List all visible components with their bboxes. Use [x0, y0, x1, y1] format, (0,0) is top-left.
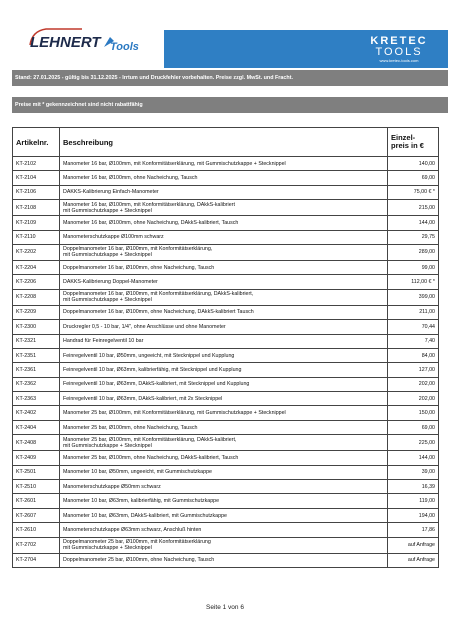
price-cell: 69,00: [388, 420, 439, 434]
price-cell: 225,00: [388, 435, 439, 451]
price-cell: 17,86: [388, 523, 439, 537]
article-cell: KT-2104: [13, 171, 60, 185]
description-cell: Manometer 16 bar, Ø100mm, mit Konformitätserklärung, mit Gummischutzkappe + Stecknippel: [60, 157, 388, 171]
article-cell: KT-2351: [13, 348, 60, 362]
price-table: [12, 127, 439, 568]
table-row: [13, 363, 439, 377]
page-number: Seite 1 von 6: [206, 604, 244, 611]
article-cell: KT-2209: [13, 305, 60, 319]
description-cell: Manometer 16 bar, Ø100mm, ohne Nacheichung, DAkkS-kalibriert, Tausch: [60, 216, 388, 230]
description-cell: Manometer 16 bar, Ø100mm, mit Konformitätserklärung, DAkkS-kalibriert mit Gummischutzkappe + Stecknippel: [60, 200, 388, 216]
description-cell: Druckregler 0,5 - 10 bar, 1/4", ohne Anschlüsse und ohne Manometer: [60, 320, 388, 334]
article-cell: KT-2109: [13, 216, 60, 230]
table-row: [13, 185, 439, 199]
description-cell: Manometer 25 bar, Ø100mm, mit Konformitätserklärung, DAkkS-kalibriert, mit Gummischutzkappe + Stecknippel: [60, 435, 388, 451]
price-cell: 202,00: [388, 377, 439, 391]
description-cell: Doppelmanometer 25 bar, Ø100mm, ohne Nacheichung, Tausch: [60, 553, 388, 567]
description-cell: Manometer 16 bar, Ø100mm, ohne Nacheichung, Tausch: [60, 171, 388, 185]
description-cell: Handrad für Feinregelventil 10 bar: [60, 334, 388, 348]
table-row: [13, 171, 439, 185]
article-cell: KT-2110: [13, 230, 60, 244]
price-cell: 150,00: [388, 406, 439, 420]
article-cell: KT-2363: [13, 392, 60, 406]
price-cell: auf Anfrage: [388, 553, 439, 567]
table-header-row: [13, 128, 439, 157]
article-cell: KT-2204: [13, 260, 60, 274]
table-row: [13, 406, 439, 420]
price-cell: 75,00 € *: [388, 185, 439, 199]
price-cell: 29,75: [388, 230, 439, 244]
article-cell: KT-2300: [13, 320, 60, 334]
article-cell: KT-2206: [13, 275, 60, 289]
price-cell: 202,00: [388, 392, 439, 406]
article-cell: KT-2610: [13, 523, 60, 537]
table-row: [13, 465, 439, 479]
description-cell: Doppelmanometer 16 bar, Ø100mm, ohne Nacheichung, Tausch: [60, 260, 388, 274]
table-row: [13, 157, 439, 171]
article-cell: KT-2601: [13, 494, 60, 508]
table-row: [13, 305, 439, 319]
table-row: [13, 420, 439, 434]
table-row: [13, 480, 439, 494]
price-cell: 211,00: [388, 305, 439, 319]
price-cell: 215,00: [388, 200, 439, 216]
price-cell: 140,00: [388, 157, 439, 171]
description-cell: Manometer 25 bar, Ø100mm, ohne Nacheichung, Tausch: [60, 420, 388, 434]
brand-right-line2: TOOLS: [375, 46, 423, 58]
description-cell: Doppelmanometer 16 bar, Ø100mm, mit Konformitätserklärung, mit Gummischutzkappe + Stecknippel: [60, 244, 388, 260]
col-price-header-line1: Einzel-: [391, 133, 416, 142]
discount-note: Preise mit * gekennzeichnet sind nicht rabattfähig: [12, 97, 448, 113]
validity-info: Stand: 27.01.2025 - gültig bis 31.12.2025 - Irrtum und Druckfehler vorbehalten. Preise zzgl. MwSt. und Fracht.: [12, 70, 448, 86]
article-cell: KT-2704: [13, 553, 60, 567]
table-row: [13, 216, 439, 230]
description-cell: Manometerschutzkappe Ø100mm schwarz: [60, 230, 388, 244]
lehnert-logo-icon: [12, 7, 164, 68]
brand-right-line1: KRETEC: [370, 35, 428, 47]
table-row: [13, 348, 439, 362]
table-row: [13, 244, 439, 260]
col-description-header: Beschreibung: [60, 128, 388, 157]
price-cell: 399,00: [388, 289, 439, 305]
description-cell: DAKKS-Kalibrierung Doppel-Manometer: [60, 275, 388, 289]
price-cell: 70,44: [388, 320, 439, 334]
price-cell: 16,39: [388, 480, 439, 494]
table-row: [13, 200, 439, 216]
price-cell: 144,00: [388, 451, 439, 465]
table-row: [13, 275, 439, 289]
description-cell: Doppelmanometer 25 bar, Ø100mm, mit Konformitätserklärung mit Gummischutzkappe + Stecknippel: [60, 537, 388, 553]
table-row: [13, 537, 439, 553]
col-article-header: Artikelnr.: [13, 128, 60, 157]
price-cell: auf Anfrage: [388, 537, 439, 553]
price-cell: 289,00: [388, 244, 439, 260]
description-cell: Manometer 10 bar, Ø63mm, kalibrierfähig, mit Gummischutzkappe: [60, 494, 388, 508]
price-cell: 99,00: [388, 260, 439, 274]
article-cell: KT-2362: [13, 377, 60, 391]
table-row: [13, 553, 439, 567]
description-cell: DAKKS-Kalibrierung Einfach-Manometer: [60, 185, 388, 199]
brand-left: LEHNERT: [30, 34, 101, 51]
article-cell: KT-2409: [13, 451, 60, 465]
article-cell: KT-2404: [13, 420, 60, 434]
table-row: [13, 508, 439, 522]
price-cell: 112,00 € *: [388, 275, 439, 289]
description-cell: Manometer 25 bar, Ø100mm, ohne Nacheichung, DAkkS-kalibriert, Tausch: [60, 451, 388, 465]
description-cell: Feinregelventil 10 bar, Ø50mm, ungeeicht, mit Stecknippel und Kupplung: [60, 348, 388, 362]
price-cell: 7,40: [388, 334, 439, 348]
article-cell: KT-2361: [13, 363, 60, 377]
price-cell: 69,00: [388, 171, 439, 185]
description-cell: Feinregelventil 10 bar, Ø63mm, DAkkS-kalibriert, mit 2x Stecknippel: [60, 392, 388, 406]
price-cell: 84,00: [388, 348, 439, 362]
article-cell: KT-2106: [13, 185, 60, 199]
table-row: [13, 230, 439, 244]
article-cell: KT-2501: [13, 465, 60, 479]
article-cell: KT-2208: [13, 289, 60, 305]
brand-right-url: www.kretec-tools.com: [379, 58, 419, 63]
description-cell: Manometer 25 bar, Ø100mm, mit Konformitätserklärung, mit Gummischutzkappe + Stecknippel: [60, 406, 388, 420]
brand-left-sub: Tools: [110, 41, 139, 53]
table-row: [13, 435, 439, 451]
kretec-logo: [364, 36, 434, 64]
description-cell: Feinregelventil 10 bar, Ø63mm, kalibrierfähig, mit Stecknippel und Kupplung: [60, 363, 388, 377]
price-cell: 119,00: [388, 494, 439, 508]
description-cell: Manometerschutzkappe Ø63mm schwarz, Anschluß hinten: [60, 523, 388, 537]
table-row: [13, 334, 439, 348]
article-cell: KT-2321: [13, 334, 60, 348]
price-cell: 144,00: [388, 216, 439, 230]
description-cell: Manometer 10 bar, Ø63mm, DAkkS-kalibriert, mit Gummischutzkappe: [60, 508, 388, 522]
article-cell: KT-2607: [13, 508, 60, 522]
table-row: [13, 320, 439, 334]
article-cell: KT-2108: [13, 200, 60, 216]
description-cell: Manometer 10 bar, Ø50mm, ungeeicht, mit Gummischutzkappe: [60, 465, 388, 479]
article-cell: KT-2202: [13, 244, 60, 260]
article-cell: KT-2510: [13, 480, 60, 494]
article-cell: KT-2402: [13, 406, 60, 420]
table-row: [13, 494, 439, 508]
table-row: [13, 289, 439, 305]
table-row: [13, 451, 439, 465]
article-cell: KT-2102: [13, 157, 60, 171]
logo-area: [12, 7, 164, 68]
col-price-header-line2: preis in €: [391, 141, 424, 150]
description-cell: Doppelmanometer 16 bar, Ø100mm, ohne Nacheichung, DAkkS-kalibriert Tausch: [60, 305, 388, 319]
description-cell: Manometerschutzkappe Ø50mm schwarz: [60, 480, 388, 494]
table-row: [13, 260, 439, 274]
article-cell: KT-2702: [13, 537, 60, 553]
table-row: [13, 523, 439, 537]
table-row: [13, 377, 439, 391]
article-cell: KT-2408: [13, 435, 60, 451]
price-cell: 194,00: [388, 508, 439, 522]
col-price-header: [388, 128, 439, 157]
table-row: [13, 392, 439, 406]
description-cell: Feinregelventil 10 bar, Ø63mm, DAkkS-kalibriert, mit Stecknippel und Kupplung: [60, 377, 388, 391]
price-cell: 39,00: [388, 465, 439, 479]
price-cell: 127,00: [388, 363, 439, 377]
description-cell: Doppelmanometer 16 bar, Ø100mm, mit Konformitätserklärung, DAkkS-kalibriert, mit Gummischutzkappe + Stecknippel: [60, 289, 388, 305]
